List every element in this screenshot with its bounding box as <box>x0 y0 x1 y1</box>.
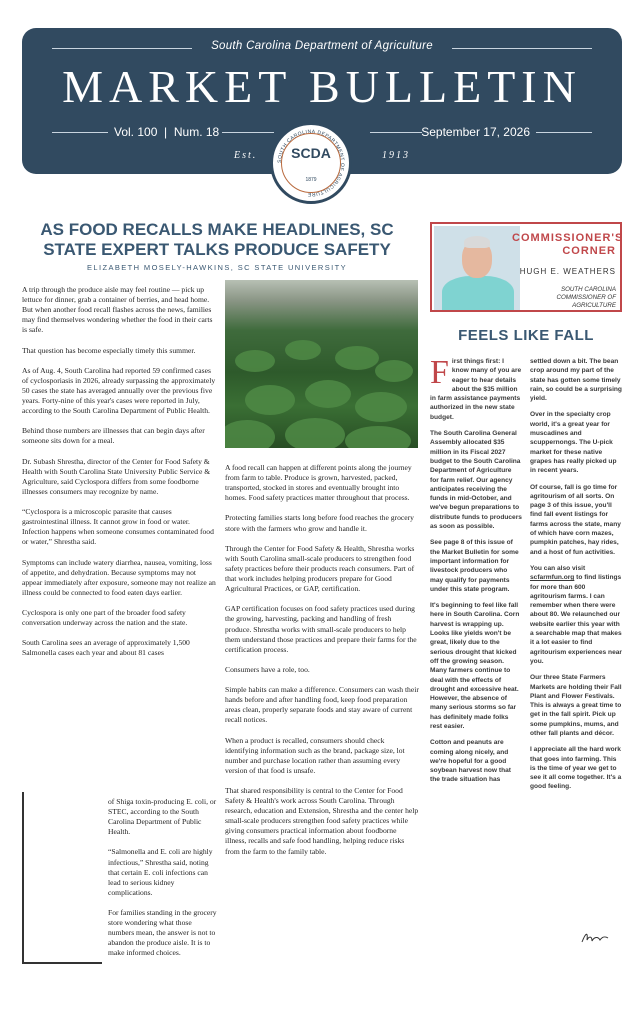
established-year: 1913 <box>382 150 410 161</box>
column-right <box>530 357 622 799</box>
paragraph: Behind those numbers are illnesses that can begin days after someone sits down for a meal. <box>22 426 205 446</box>
paragraph: Simple habits can make a difference. Consumers can wash their hands before and after handling food, keep food preparation areas clean, properly separate foods and stay aware of current recall notices. <box>225 685 419 725</box>
paragraph: Over in the specialty crop world, it's a great year for muscadines and scuppernongs. The U-pick market for these native grapes has really picked up in recent years. <box>530 411 617 475</box>
seal-year: 1879 <box>305 177 317 183</box>
divider <box>370 132 422 133</box>
headline-line-2: STATE EXPERT TALKS PRODUCE SAFETY <box>43 240 391 259</box>
pull-quote-rule <box>22 792 24 962</box>
issue-number: Num. 18 <box>173 125 220 139</box>
article-byline: ELIZABETH MOSELY-HAWKINS, SC STATE UNIVERSITY <box>87 263 347 272</box>
paragraph: I appreciate all the hard work that goes into farming. This is the time of year we get to see it all come together. It's a good feeling. <box>530 746 622 791</box>
publication-title: MARKET BULLETIN <box>62 61 582 112</box>
text: to find listings for more than 600 agritourism farms. I can remember when there were about 80. We relaunched our website earlier this year with a searchable map that makes it a lot easier to find agritourism experiences near you. <box>530 574 622 665</box>
paragraph: When a product is recalled, consumers should check identifying information such as the brand, package size, lot number and purchase location rather than assuming every version of that food is unsafe. <box>225 735 405 775</box>
role-line-1: SOUTH CAROLINA <box>560 286 616 293</box>
paragraph: It's beginning to feel like fall here in South Carolina. Corn harvest is wrapping up. Looks like yields won't be great, likely due to the serious drought that kicked off the growing season. Many farmers continue to deal with the effects of drought and excessive heat. However, the absence of many serious storms so far has definitely made folks rest easier. <box>430 602 520 730</box>
corner-title-line-2: CORNER <box>562 245 616 257</box>
volume: Vol. 100 <box>114 125 158 139</box>
paragraph: Protecting families starts long before food reaches the grocery store with the farmers who grow and handle it. <box>225 513 414 533</box>
divider <box>222 132 274 133</box>
paragraph: GAP certification focuses on food safety practices used during the growing, harvesting, packing and handling of fresh produce. Shrestha works with small-scale producers to help them understand those practices and prepare their farms for the certification process. <box>225 604 417 654</box>
signature-icon <box>580 930 610 946</box>
commissioner-photo <box>434 226 520 310</box>
issue-date: September 17, 2026 <box>421 125 530 139</box>
paragraph <box>430 354 522 422</box>
article-column-1 <box>22 285 218 658</box>
paragraph: A trip through the produce aisle may feel routine — pick up lettuce for dinner, grab a container of berries, and head home. But when another food recall flashes across the news, families may find themselves wondering whether the food in their carts is safe. <box>22 285 213 335</box>
headline-line-1: AS FOOD RECALLS MAKE HEADLINES, SC <box>40 220 394 239</box>
paragraph: Dr. Subash Shrestha, director of the Center for Food Safety & Health with South Carolina State University Public Service & Agriculture, said Cyclospora differs from some foodborne illnesses consumers may recognize by name. <box>22 456 211 496</box>
scfarmfun-link[interactable]: scfarmfun.org <box>530 574 575 582</box>
paragraph: Through the Center for Food Safety & Health, Shrestha works with South Carolina small-scale producers to strengthen food safety practices before their products reach consumers. Part of that work includes helping producers prepare for Good Agricultural Practices, or GAP, certification. <box>225 543 415 594</box>
article-column-2 <box>225 463 419 867</box>
paragraph: Cyclospora is only one part of the broader food safety conversation underway across the nation and the state. <box>22 608 188 628</box>
paragraph: That question has become especially timely this summer. <box>22 345 196 355</box>
paragraph: “Cyclospora is a microscopic parasite that causes gastrointestinal illness. It cannot grow in food or water. Infection happens when someone consumes contaminated food or water,” Shrestha said. <box>22 507 214 547</box>
column-headline: FEELS LIKE FALL <box>458 327 594 344</box>
paragraph: For families standing in the grocery store wondering what those numbers mean, the answer is not to abandon the produce aisle. It is to make informed choices. <box>108 908 217 958</box>
divider <box>52 132 108 133</box>
department-name: South Carolina Department of Agriculture <box>211 40 433 52</box>
commissioner-name: HUGH E. WEATHERS <box>519 267 616 276</box>
divider <box>536 132 592 133</box>
established-label: Est. <box>234 150 258 161</box>
corner-title-line-1: COMMISSIONER'S <box>512 232 624 244</box>
paragraph <box>530 564 622 666</box>
scda-seal <box>270 122 352 204</box>
paragraph: Our three State Farmers Markets are holding their Fall Plant and Flower Festivals. This is always a great time to get in the fall spirit. Pick up some pumpkins, mums, and other fall plants and décor. <box>530 674 622 737</box>
pull-quote-rule <box>22 962 102 964</box>
paragraph: As of Aug. 4, South Carolina had reported 59 confirmed cases of cyclosporiasis in 2026, already surpassing the approximately 50 cases the state has averaged annually over the previous five years. Forty-nine of this year's cases were reported in July, according to the South Carolina Department of Public Health. <box>22 365 216 416</box>
article-column-1-indent <box>108 797 218 969</box>
paragraph: A food recall can happen at different points along the journey from farm to table. Produce is grown, harvested, packed, transported, stocked in stores and eventually brought into homes. Food safety practices matter throughout that process. <box>225 463 412 503</box>
paragraph: South Carolina sees an average of approximately 1,500 Salmonella cases each year and about 81 cases <box>22 638 190 658</box>
paragraph: Symptoms can include watery diarrhea, nausea, vomiting, loss of appetite, and dehydration. Because symptoms may not appear immediately after exposure, someone may not realize an illness could be connected to food eaten days earlier. <box>22 557 216 597</box>
paragraph: See page 8 of this issue of the Market Bulletin for some important information for livestock producers who may qualify for payments under this state program. <box>430 539 519 593</box>
corner-title <box>512 232 624 258</box>
separator: | <box>160 125 171 139</box>
paragraph: of Shiga toxin-producing E. coli, or STEC, according to the South Carolina Department of Public Health. <box>108 797 217 837</box>
paragraph: settled down a bit. The bean crop around my part of the state has gotten some timely rain, so could be a surprising yield. <box>530 358 622 403</box>
paragraph: Consumers have a role, too. <box>225 664 310 674</box>
role-line-2: COMMISSIONER OF AGRICULTURE <box>556 294 616 309</box>
paragraph: The South Carolina General Assembly allocated $35 million in its Fiscal 2027 budget to the South Carolina Department of Agriculture for farm relief. Our agency anticipates receiving the funds in mid-October, and we've begun preparations to distribute funds to producers as soon as possible. <box>430 430 522 531</box>
column-left <box>430 354 522 792</box>
seal-ring-text: SOUTH CAROLINA DEPARTMENT OF AGRICULTURE <box>276 128 346 198</box>
paragraph: “Salmonella and E. coli are highly infectious,” Shrestha said, noting that certain E. coli infections can lead to serious kidney complications. <box>108 847 213 897</box>
seal-inner-ring <box>281 133 341 193</box>
drop-cap: F <box>430 354 449 391</box>
commissioner-role <box>512 286 616 310</box>
text: You can also visit <box>530 564 586 572</box>
paragraph: Of course, fall is go time for agritourism of all sorts. On page 3 of this issue, you'll find fall event listings for farms across the state, many of which have corn mazes, pumpkin patches, hay rides, and a host of fun activities. <box>530 483 621 556</box>
volume-number <box>114 125 219 139</box>
spinach-field-photo <box>225 280 418 448</box>
paragraph: That shared responsibility is central to the Center for Food Safety & Health's work across South Carolina. Through research, education and Extension, Shrestha and the center help small-scale producers strengthen food safety practices while giving consumers practical information about foodborne illness, recalls and safe food handling, helping reduce risks from the farm to the family table. <box>225 786 419 856</box>
seal-abbreviation: SCDA <box>291 145 331 161</box>
first-paragraph-text: irst things first: I know many of you are eager to hear details about the $35 million in farm assistance payments authorized in the new state budget. <box>430 358 522 421</box>
paragraph: Cotton and peanuts are coming along nicely, and we're hopeful for a good soybean harvest now that the trade situation has <box>430 739 511 784</box>
commissioners-corner-box <box>430 222 622 312</box>
article-headline <box>22 220 412 260</box>
